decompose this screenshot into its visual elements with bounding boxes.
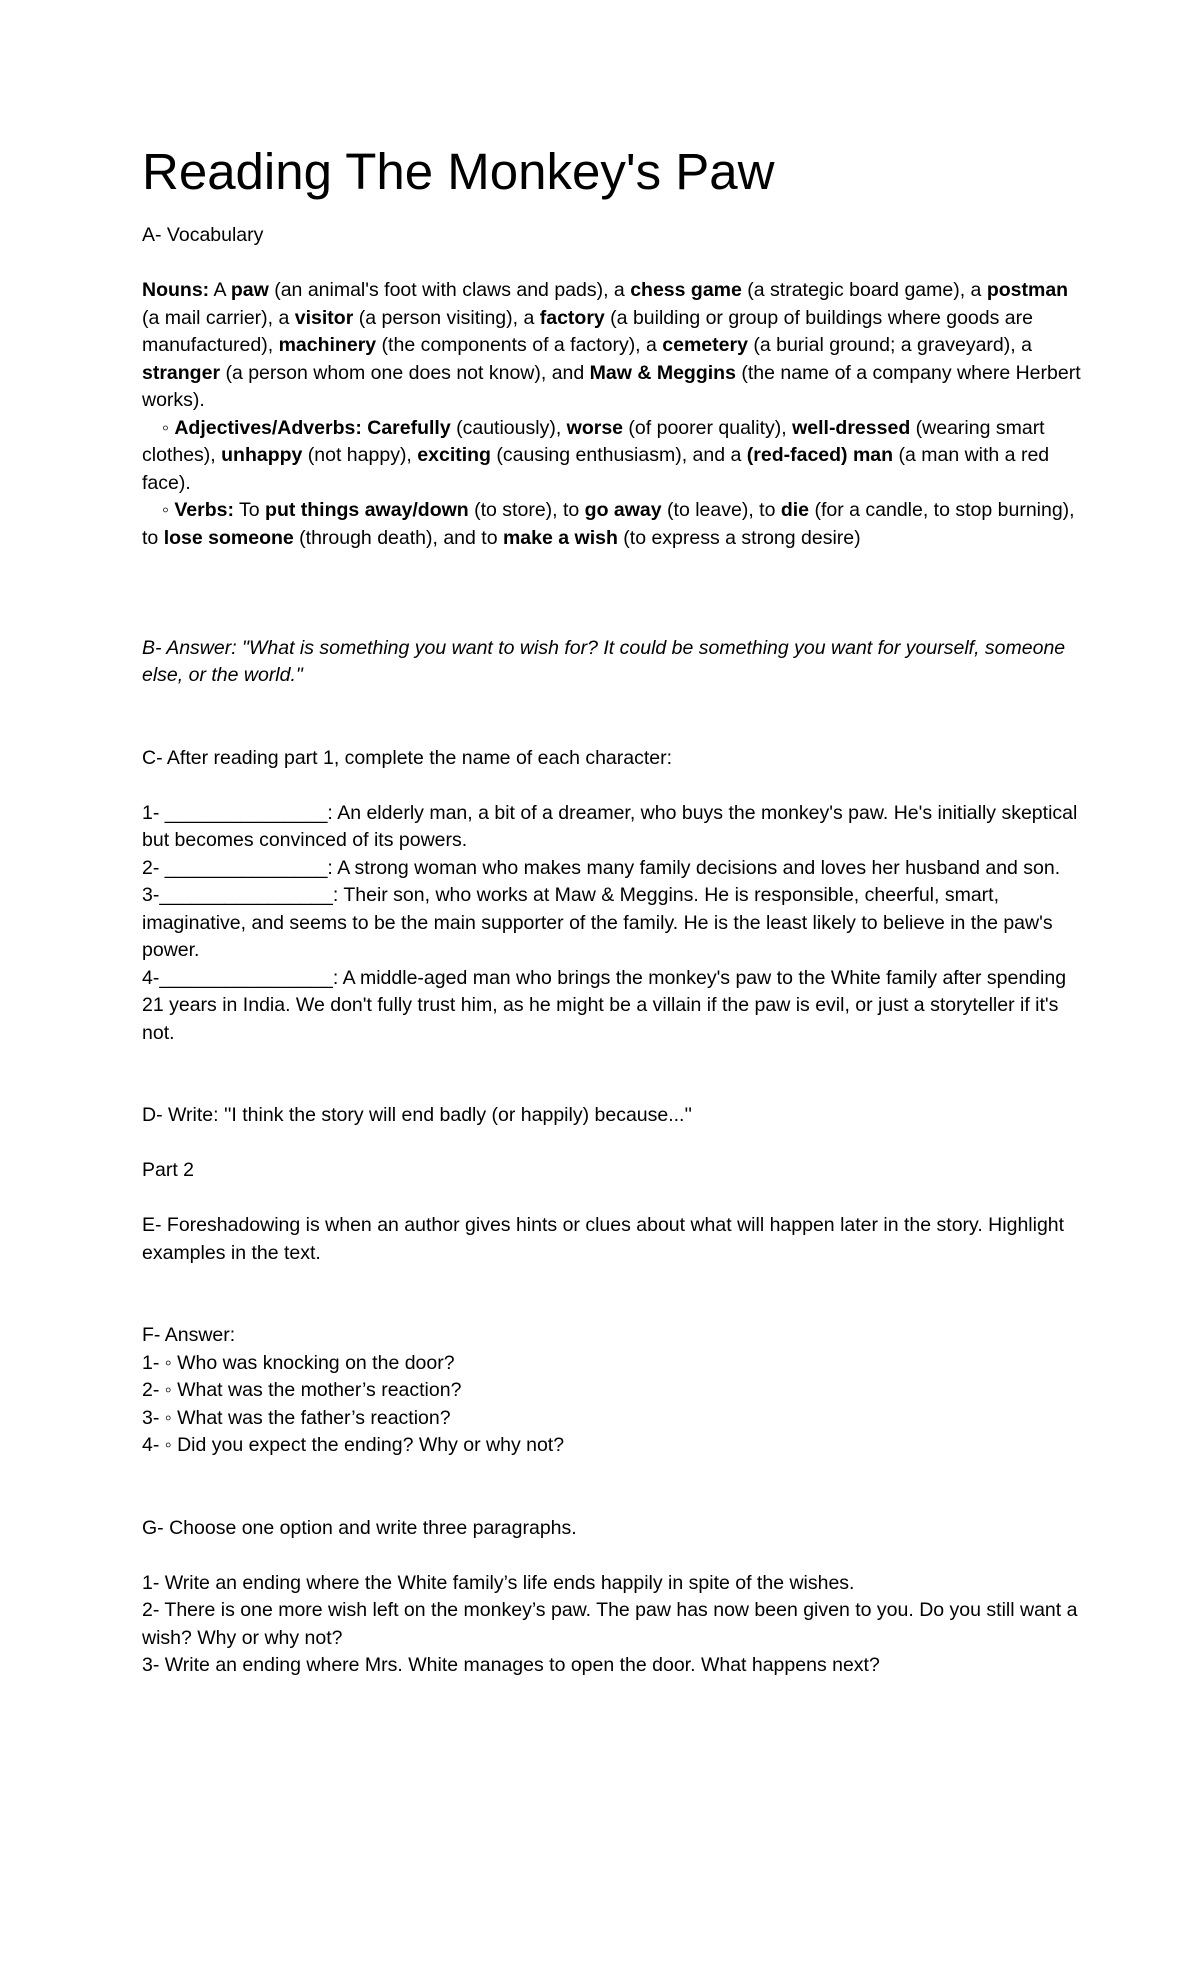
bullet-icon: ◦ [162,416,175,439]
vocab-term: worse [566,416,624,439]
adjectives-text: (cautiously), [450,416,567,439]
vocab-term: Carefully [367,416,451,439]
vocab-term: stranger [142,361,221,384]
section-e-text: E- Foreshadowing is when an author gives hints or clues about what will happen later in the story. Highlight examples in the text. [142,1214,1065,1264]
vocab-term: go away [584,499,662,521]
vocab-term: put things away/down [265,499,469,521]
vocab-term: visitor [294,306,354,329]
bullet-icon: ◦ [162,499,175,521]
section-f-heading: F- Answer: [142,1324,236,1346]
section-c-heading: C- After reading part 1, complete the name of each character: [142,746,673,769]
adjectives-text: (a man with a red face). [142,444,1050,494]
nouns-text: (a mail carrier), a [142,306,295,329]
vocab-term: die [780,499,810,521]
nouns-text: (an animal's foot with claws and pads), a [268,279,631,301]
character-item: 3-________________: Their son, who works at Maw & Meggins. He is responsible, cheerful, smart, imaginative, and seems to be the main supporter of the family. He is the least likely to believe in the paw's power. [142,884,1053,961]
verbs-text: (through death), and to [293,526,503,549]
verbs-text: (for a candle, to stop burning), to [142,499,1075,549]
vocab-adjectives-paragraph [142,415,1082,498]
vocab-term: unhappy [221,444,303,466]
verbs-text: (to leave), to [661,499,781,521]
vocab-term: paw [230,279,269,301]
option-item: 3- Write an ending where Mrs. White manages to open the door. What happens next? [142,1654,880,1676]
adjectives-label: Adjectives/Adverbs: [174,416,368,439]
verbs-label: Verbs: [174,499,234,521]
option-item: 1- Write an ending where the White family’s life ends happily in spite of the wishes. [142,1571,855,1594]
character-item: 1- _______________: An elderly man, a bit of a dreamer, who buys the monkey's paw. He's initially skeptical but becomes convinced of its powers. [142,801,1078,851]
nouns-text: (the components of a factory), a [376,334,663,356]
vocab-term: machinery [278,334,377,356]
verbs-text: To [233,499,266,521]
verbs-text: (to store), to [468,499,585,521]
question-item: 4- ◦ Did you expect the ending? Why or why not? [142,1434,565,1456]
nouns-text: (a person visiting), a [353,306,540,329]
nouns-text: (a strategic board game), a [741,279,987,301]
adjectives-text: (wearing smart clothes), [142,416,1045,466]
vocab-term: lose someone [163,526,294,549]
character-item: 2- _______________: A strong woman who makes many family decisions and loves her husband and son. [142,856,1061,879]
character-item: 4-________________: A middle-aged man who brings the monkey's paw to the White family after spending 21 years in India. We don't fully trust him, as he might be a villain if the paw is evil, or just a storyteller if it's not. [142,966,1067,1044]
page-title: Reading The Monkey's Paw [142,143,775,200]
vocab-verbs-paragraph [142,497,1082,552]
adjectives-text: (not happy), [302,444,418,466]
vocab-term: (red-faced) man [746,444,894,466]
adjectives-text: (of poorer quality), [623,416,793,439]
nouns-text: (a burial ground; a graveyard), a [747,334,1032,356]
question-item: 3- ◦ What was the father’s reaction? [142,1406,451,1429]
part-2-heading: Part 2 [142,1159,195,1181]
section-d-text: D- Write: ''I think the story will end badly (or happily) because...'' [142,1104,692,1126]
vocab-term: cemetery [662,334,748,356]
vocab-nouns-paragraph [142,277,1082,415]
vocab-term: exciting [417,444,491,466]
vocab-term: well-dressed [792,416,911,439]
question-item: 1- ◦ Who was knocking on the door? [142,1351,455,1374]
vocab-term: postman [986,279,1069,301]
document-content [142,140,1082,1680]
vocab-term: factory [539,306,605,329]
vocab-term: make a wish [502,526,618,549]
section-a-heading: A- Vocabulary [142,224,264,246]
nouns-text: (a building or group of buildings where goods are manufactured), [142,306,1033,356]
section-g-heading: G- Choose one option and write three paragraphs. [142,1516,577,1539]
verbs-text: (to express a strong desire) [617,526,861,549]
nouns-text: A [209,279,231,301]
adjectives-text: (causing enthusiasm), and a [490,444,747,466]
vocab-term: Maw & Meggins [589,361,736,384]
nouns-text: (the name of a company where Herbert works). [142,361,1081,411]
nouns-text: (a person whom one does not know), and [220,361,590,384]
vocab-term: chess game [630,279,742,301]
option-item: 2- There is one more wish left on the monkey’s paw. The paw has now been given to you. Do you still want a wish? Why or why not? [142,1599,1078,1649]
question-item: 2- ◦ What was the mother’s reaction? [142,1379,462,1401]
nouns-label: Nouns: [142,279,210,301]
section-b-text: B- Answer: "What is something you want to wish for? It could be something you want for yourself, someone else, or the world." [142,636,1066,686]
